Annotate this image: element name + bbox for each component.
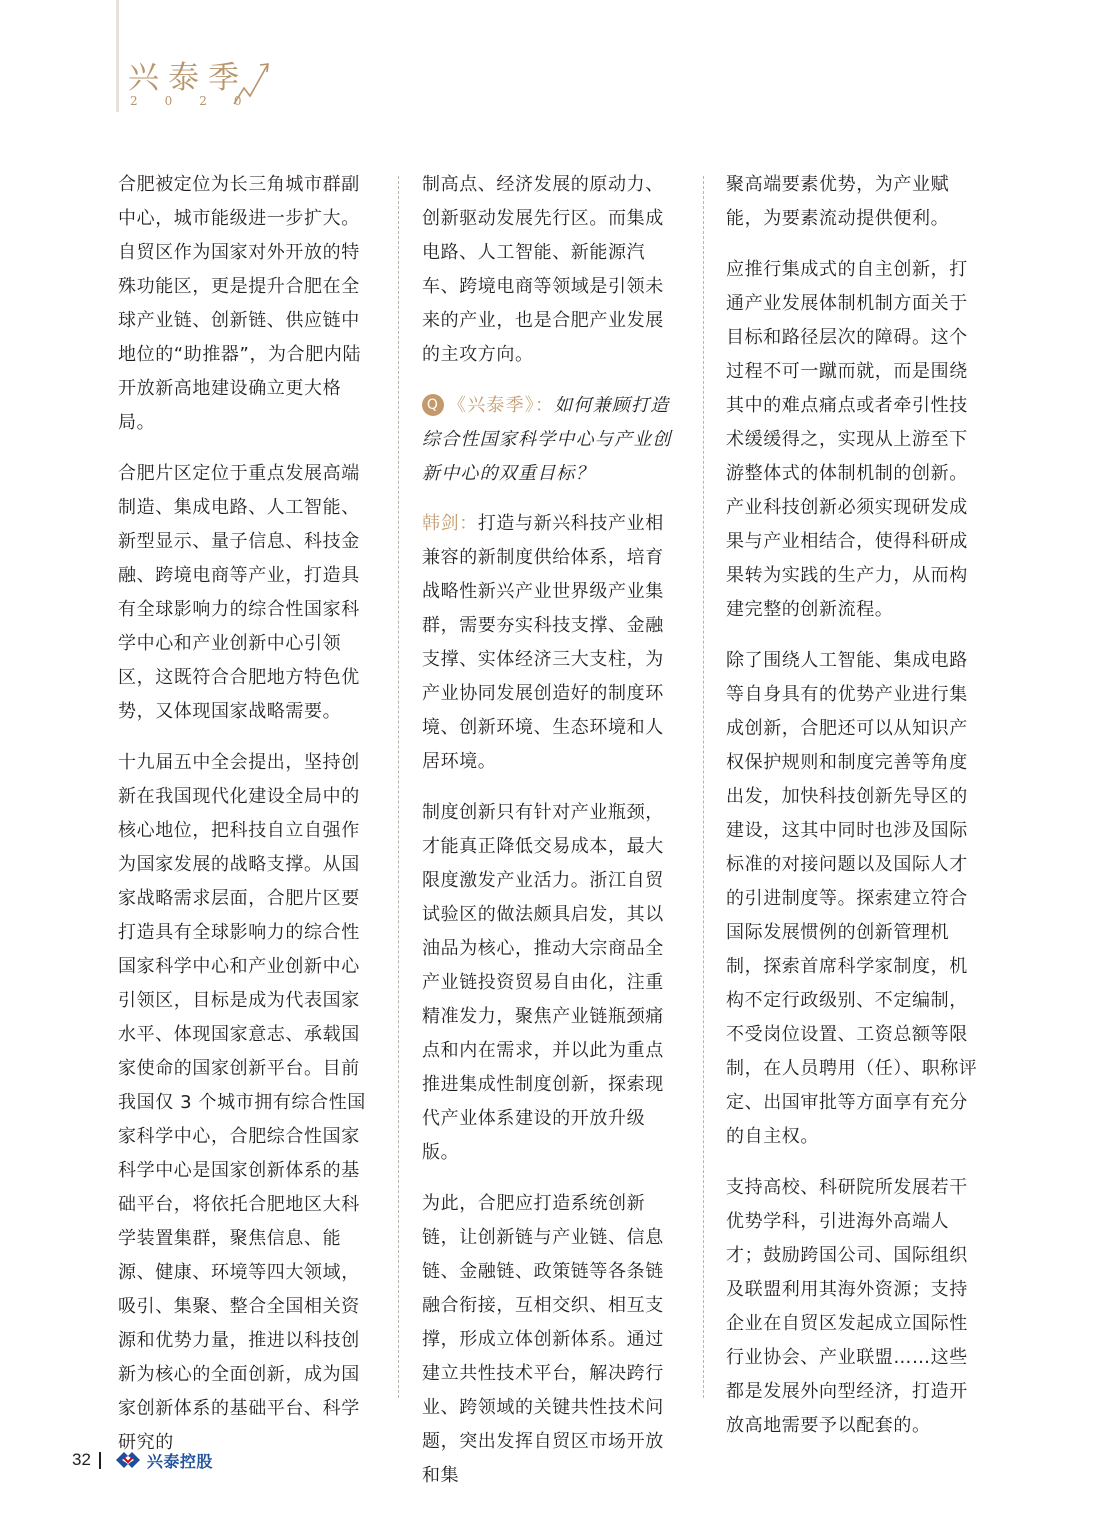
body-paragraph: 除了围绕人工智能、集成电路等自身具有的优势产业进行集成创新，合肥还可以从知识产权保护规则和制度完善等角度出发，加快科技创新先导区的建设，这其中同时也涉及国际标准的对接问题以及国际人才的引进制度等。探索建立符合国际发展惯例的创新管理机制，探索首席科学家制度，机构不定行政级别、不定编制，不受岗位设置、工资总额等限制，在人员聘用（任）、职称评定、出国审批等方面享有充分的自主权。 <box>726 650 978 1147</box>
question-text: 如何兼顾打造综合性国家科学中心与产业创新中心的双重目标？ <box>422 395 672 484</box>
left-column <box>118 168 376 1477</box>
body-paragraph: 为此，合肥应打造系统创新链，让创新链与产业链、信息链、金融链、政策链等各条链融合衔接，互相交织、相互支撑，形成立体创新体系。通过建立共性技术平台，解决跨行业、跨领域的关键共性技术问题，突出发挥自贸区市场开放和集 <box>422 1193 664 1486</box>
trend-arrow-icon <box>232 58 272 110</box>
column-divider <box>703 176 704 1398</box>
masthead-title: 兴泰季 <box>128 60 248 96</box>
column-divider <box>398 176 399 1398</box>
body-paragraph: 应推行集成式的自主创新，打通产业发展体制机制方面关于目标和路径层次的障碍。这个过程不可一蹴而就，而是围绕其中的难点痛点或者牵引性技术缓缓得之，实现从上游至下游整体式的体制机制的创新。产业科技创新必须实现研发成果与产业相结合，使得科研成果转为实践的生产力，从而构建完整的创新流程。 <box>726 259 968 620</box>
brand-logo-icon <box>113 1449 143 1471</box>
top-vertical-rule <box>116 0 119 112</box>
right-column <box>726 168 984 1460</box>
body-paragraph: 十九届五中全会提出，坚持创新在我国现代化建设全局中的核心地位，把科技自立自强作为国家发展的战略支撑。从国家战略需求层面，合肥片区要打造具有全球影响力的综合性国家科学中心和产业创新中心引领区，目标是成为代表国家水平、体现国家意志、承载国家使命的国家创新平台。目前我国仅 3 个城市拥有综合性国家科学中心，合肥综合性国家科学中心是国家创新体系的基础平台，将依托合肥地区大科学装置集群，聚焦信息、能源、健康、环境等四大领域，吸引、集聚、整合全国相关资源和优势力量，推进以科技创新为核心的全面创新，成为国家创新体系的基础平台、科学研究的 <box>118 752 366 1453</box>
body-paragraph: 聚高端要素优势，为产业赋能，为要素流动提供便利。 <box>726 174 950 229</box>
question-lead: 《兴泰季》： <box>448 395 555 416</box>
footer-separator <box>99 1452 101 1469</box>
body-paragraph: 制高点、经济发展的原动力、创新驱动发展先行区。而集成电路、人工智能、新能源汽车、跨境电商等领域是引领未来的产业，也是合肥产业发展的主攻方向。 <box>422 174 664 365</box>
page-number: 32 <box>72 1450 91 1469</box>
interview-question <box>422 389 680 491</box>
page-footer <box>72 1448 213 1472</box>
answer-speaker: 韩剑： <box>422 513 478 534</box>
answer-text: 打造与新兴科技产业相兼容的新制度供给体系，培育战略性新兴产业世界级产业集群，需要夯实科技支撑、金融支撑、实体经济三大支柱，为产业协同发展创造好的制度环境、创新环境、生态环境和人居环境。 <box>422 513 664 772</box>
body-paragraph: 合肥片区定位于重点发展高端制造、集成电路、人工智能、新型显示、量子信息、科技金融、跨境电商等产业，打造具有全球影响力的综合性国家科学中心和产业创新中心引领区，这既符合合肥地方特色优势，又体现国家战略需要。 <box>118 463 360 722</box>
brand-name: 兴泰控股 <box>146 1451 213 1471</box>
body-paragraph: 支持高校、科研院所发展若干优势学科，引进海外高端人才；鼓励跨国公司、国际组织及联盟利用其海外资源；支持企业在自贸区发起成立国际性行业协会、产业联盟……这些都是发展外向型经济，打造开放高地需要予以配套的。 <box>726 1177 968 1436</box>
interview-answer <box>422 507 680 779</box>
question-icon: Q <box>422 394 444 416</box>
body-paragraph: 制度创新只有针对产业瓶颈，才能真正降低交易成本，最大限度激发产业活力。浙江自贸试验区的做法颇具启发，其以油品为核心，推动大宗商品全产业链投资贸易自由化，注重精准发力，聚焦产业链瓶颈痛点和内在需求，并以此为重点推进集成性制度创新，探索现代产业体系建设的开放升级版。 <box>422 802 664 1163</box>
masthead-year: 2020 <box>130 94 269 108</box>
middle-column <box>422 168 680 1510</box>
body-paragraph: 合肥被定位为长三角城市群副中心，城市能级进一步扩大。自贸区作为国家对外开放的特殊功能区，更是提升合肥在全球产业链、创新链、供应链中地位的“助推器”，为合肥内陆开放新高地建设确立更大格局。 <box>118 174 362 433</box>
